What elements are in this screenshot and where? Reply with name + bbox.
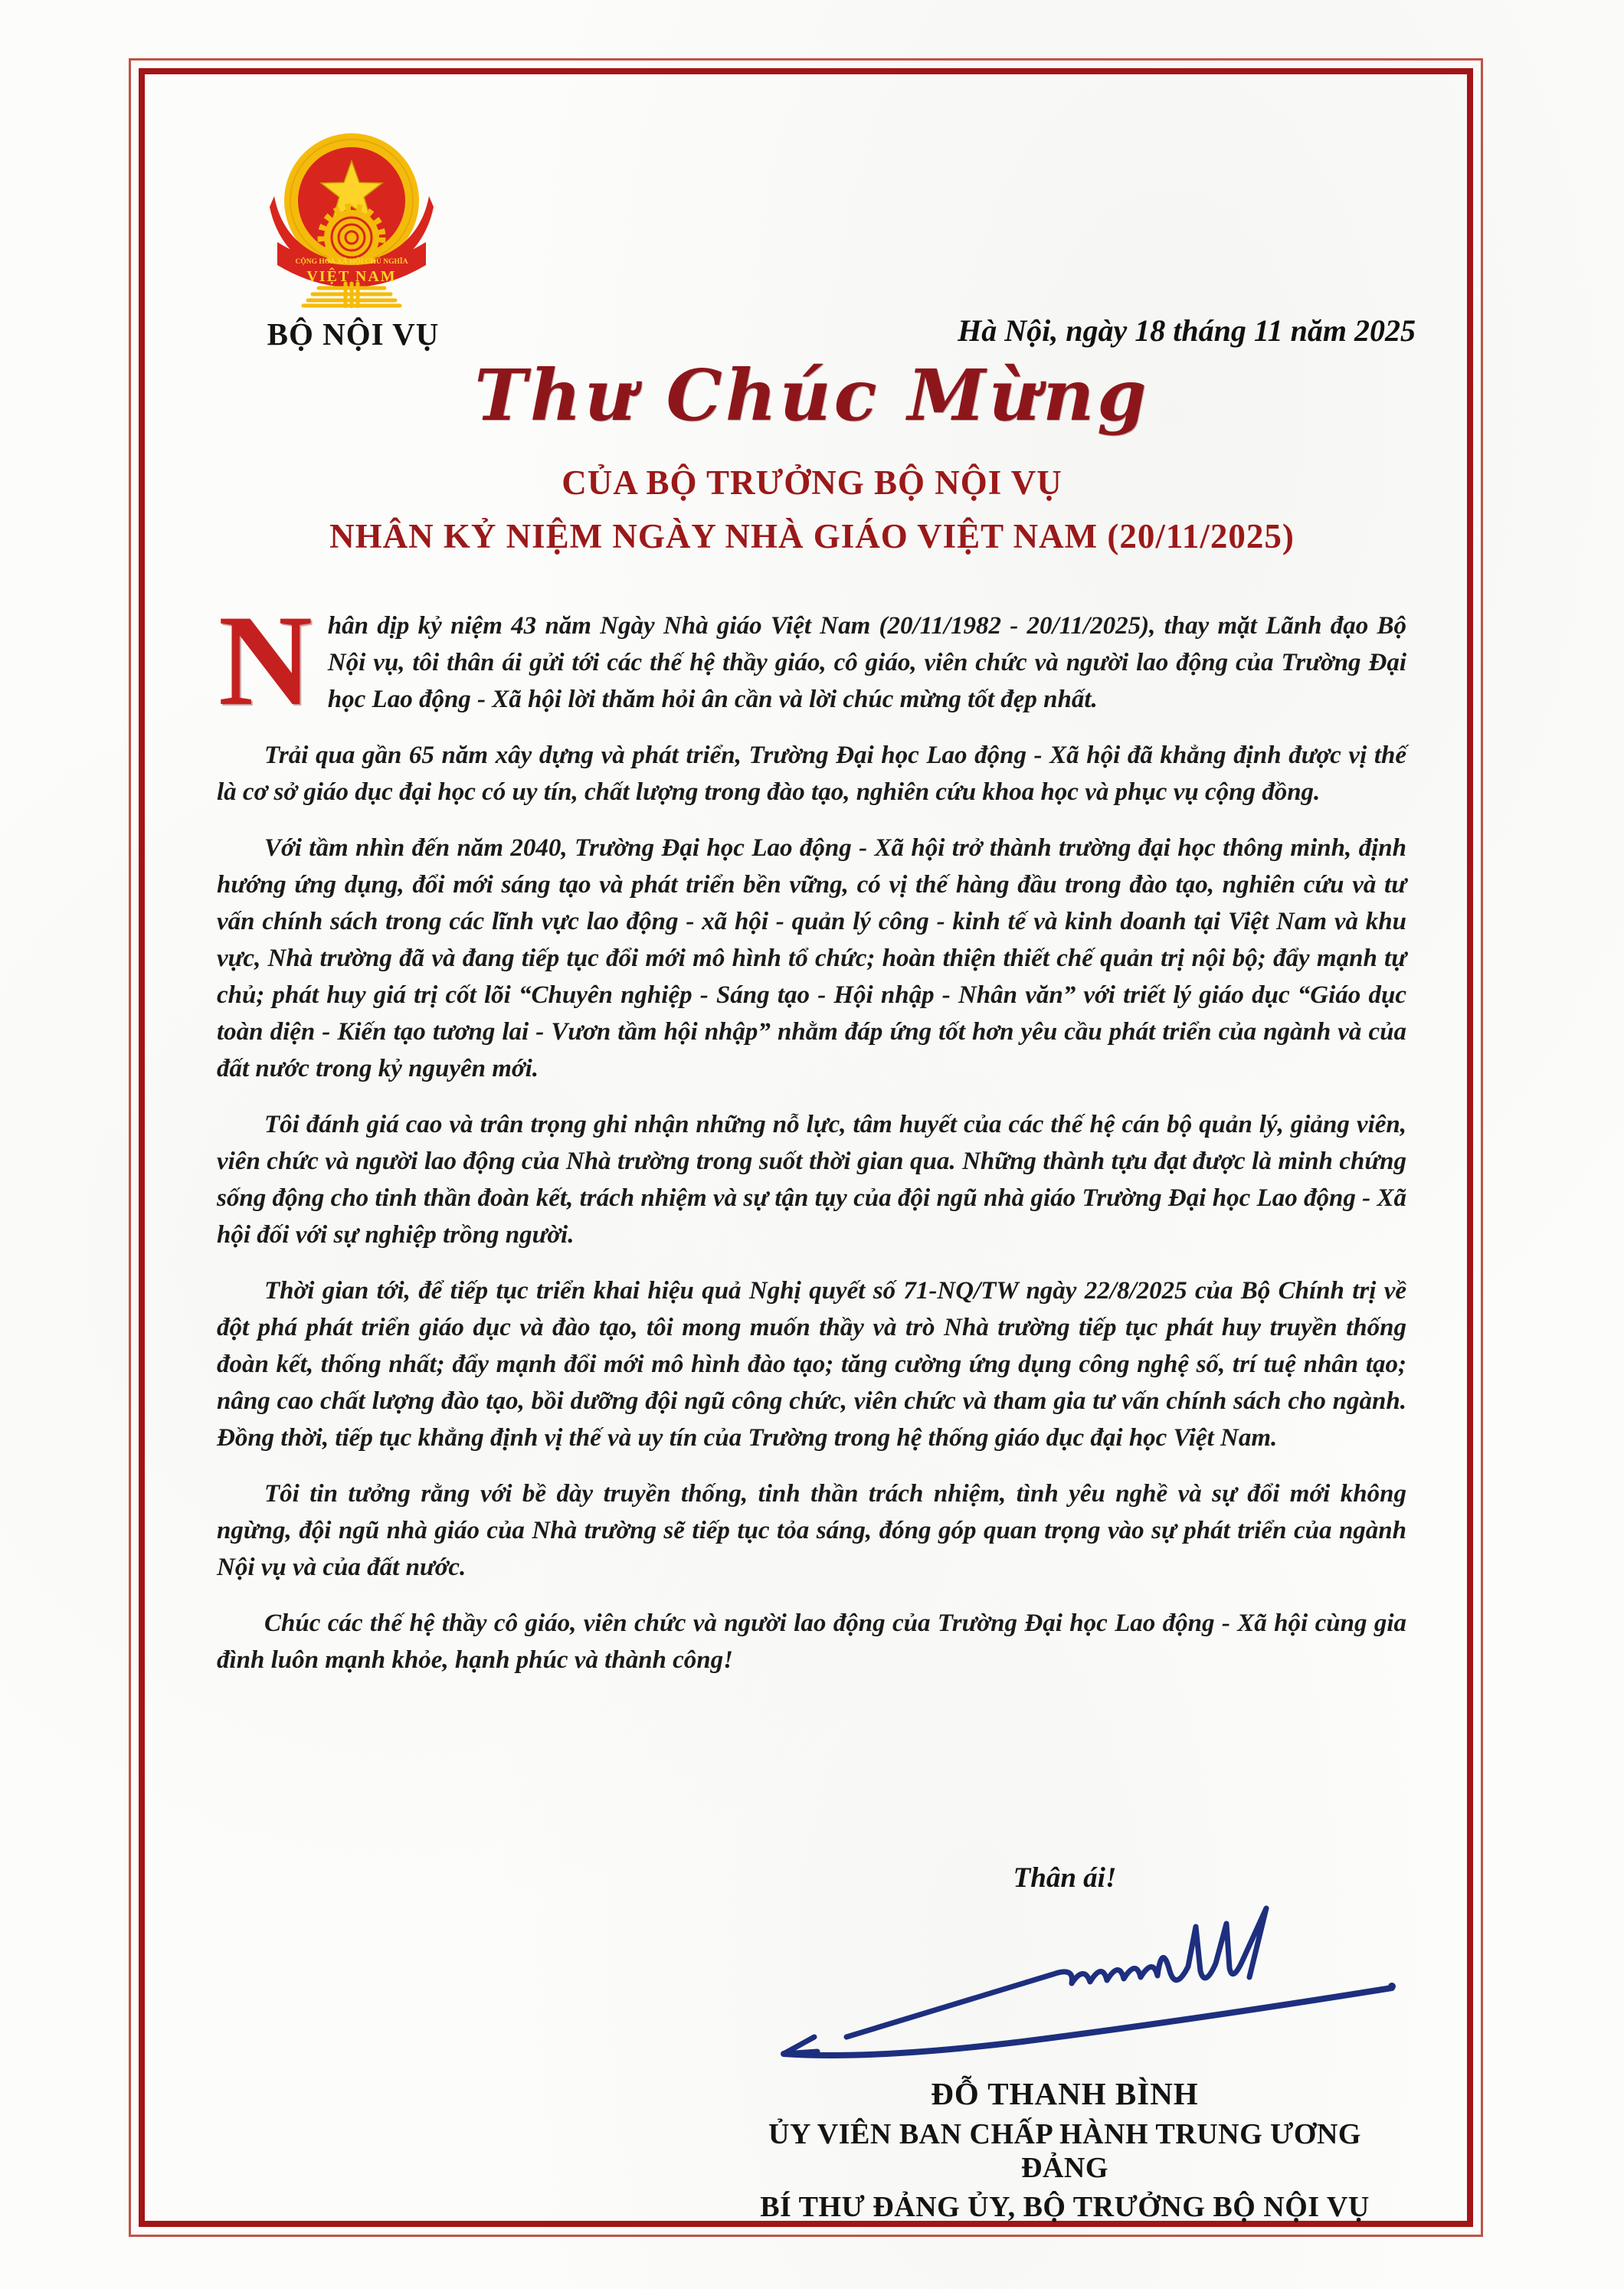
letter-title-script: Thư Chúc Mừng	[474, 354, 1150, 437]
emblem-motto-bottom: VIỆT NAM	[306, 268, 397, 285]
signoff-block	[732, 1862, 1398, 2224]
handwritten-signature	[732, 1898, 1398, 2075]
letter-subtitle-2: NHÂN KỶ NIỆM NGÀY NHÀ GIÁO VIỆT NAM (20/11/2025)	[329, 517, 1295, 555]
paragraph-text: hân dịp kỷ niệm 43 năm Ngày Nhà giáo Việt Nam (20/11/1982 - 20/11/2025), thay mặt Lãnh đạo Bộ Nội vụ, tôi thân ái gửi tới các thế hệ thầy giáo, cô giáo, viên chức và người lao động của Trường Đại học Lao động - Xã hội lời thăm hỏi ân cần và lời chúc mừng tốt đẹp nhất.	[327, 612, 1406, 713]
dateline: Hà Nội, ngày 18 tháng 11 năm 2025	[958, 313, 1416, 348]
signer-title-2: BÍ THƯ ĐẢNG ỦY, BỘ TRƯỞNG BỘ NỘI VỤ	[760, 2191, 1370, 2223]
paragraph: Thời gian tới, để tiếp tục triển khai hiệu quả Nghị quyết số 71-NQ/TW ngày 22/8/2025 của Bộ Chính trị về đột phá phát triển giáo dục và đào tạo, tôi mong muốn thầy và trò Nhà trường tiếp tục phát huy truyền thống đoàn kết, thống nhất; đẩy mạnh đổi mới mô hình đào tạo; tăng cường ứng dụng công nghệ số, trí tuệ nhân tạo; nâng cao chất lượng đào tạo, bồi dưỡng đội ngũ công chức, viên chức và tham gia tư vấn chính sách cho ngành. Đồng thời, tiếp tục khẳng định vị thế và uy tín của Trường trong hệ thống giáo dục đại học Việt Nam.	[217, 1277, 1406, 1452]
paragraph: Với tầm nhìn đến năm 2040, Trường Đại học Lao động - Xã hội trở thành trường đại học thông minh, định hướng ứng dụng, đổi mới sáng tạo và phát triển bền vững, có vị thế hàng đầu trong đào tạo, nghiên cứu và tư vấn chính sách trong các lĩnh vực lao động - xã hội - quản lý công - kinh tế và kinh doanh tại Việt Nam và khu vực, Nhà trường đã và đang tiếp tục đổi mới mô hình tổ chức; hoàn thiện thiết chế quản trị nội bộ; đẩy mạnh tự chủ; phát huy giá trị cốt lõi “Chuyên nghiệp - Sáng tạo - Hội nhập - Nhân văn” với triết lý giáo dục “Giáo dục toàn diện - Kiến tạo tương lai - Vươn tầm hội nhập” nhằm đáp ứng tốt hơn yêu cầu phát triển của ngành và của đất nước trong kỷ nguyên mới.	[217, 834, 1406, 1082]
emblem-stems	[303, 283, 400, 306]
paragraph: Tôi đánh giá cao và trân trọng ghi nhận những nỗ lực, tâm huyết của các thế hệ cán bộ quản lý, giảng viên, viên chức và người lao động của Nhà trường trong suốt thời gian qua. Những thành tựu đạt được là minh chứng sống động cho tinh thần đoàn kết, trách nhiệm và sự tận tụy của đội ngũ nhà giáo Trường Đại học Lao động - Xã hội đối với sự nghiệp trồng người.	[217, 1111, 1406, 1249]
signer-title-1: ỦY VIÊN BAN CHẤP HÀNH TRUNG ƯƠNG ĐẢNG	[768, 2118, 1361, 2184]
paragraph: Trải qua gần 65 năm xây dựng và phát triển, Trường Đại học Lao động - Xã hội đã khẳng định được vị thế là cơ sở giáo dục đại học có uy tín, chất lượng trong đào tạo, nghiên cứu khoa học và phục vụ cộng đồng.	[217, 742, 1406, 806]
letter-body	[217, 588, 1406, 1678]
dropcap-letter: N	[218, 588, 313, 732]
vietnam-national-emblem-icon	[265, 130, 438, 308]
paragraph: Tôi tin tưởng rằng với bề dày truyền thống, tinh thần trách nhiệm, tình yêu nghề và sự đổi mới không ngừng, đội ngũ nhà giáo của Nhà trường sẽ tiếp tục tỏa sáng, đóng góp quan trọng vào sự phát triển của ngành Nội vụ và của đất nước.	[217, 1480, 1406, 1581]
letter-subtitle-1: CỦA BỘ TRƯỞNG BỘ NỘI VỤ	[562, 463, 1062, 502]
paragraph	[217, 588, 1406, 732]
ministry-name: BỘ NỘI VỤ	[267, 316, 440, 352]
signer-name: ĐỖ THANH BÌNH	[931, 2076, 1199, 2111]
emblem-motto-top: CỘNG HÒA XÃ HỘI CHỦ NGHĨA	[295, 258, 408, 266]
paragraph: Chúc các thế hệ thầy cô giáo, viên chức và người lao động của Trường Đại học Lao động - Xã hội cùng gia đình luôn mạnh khỏe, hạnh phúc và thành công!	[217, 1610, 1406, 1674]
salutation: Thân ái!	[1013, 1862, 1117, 1894]
